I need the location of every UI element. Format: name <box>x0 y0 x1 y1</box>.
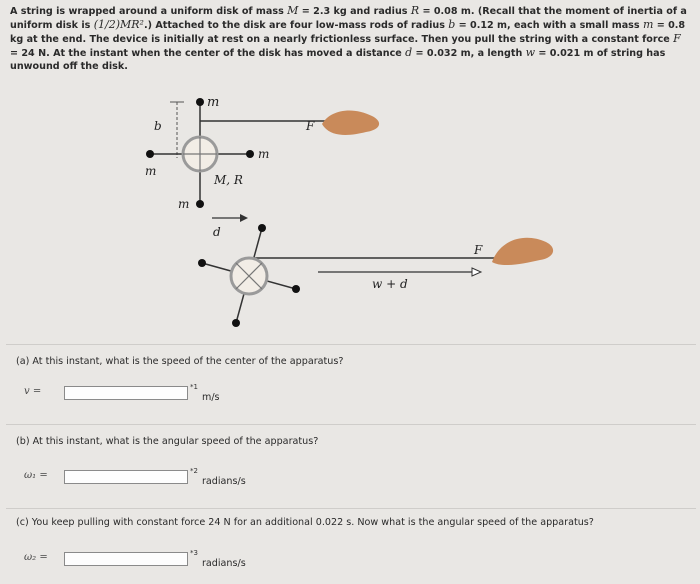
var-d: d <box>405 46 413 59</box>
var-F: F <box>673 32 681 45</box>
answer-b-row <box>24 467 246 487</box>
angular-speed-2-input[interactable] <box>64 552 188 566</box>
hand-icon <box>492 238 553 265</box>
footnote-3: *3 <box>190 549 198 557</box>
initial-apparatus <box>145 95 379 211</box>
divider <box>6 424 696 425</box>
svg-text:w + d: w + d <box>372 277 408 291</box>
var-m: m <box>642 18 654 31</box>
var-R: R <box>410 4 420 17</box>
unit-rad-2: radians/s <box>201 558 246 569</box>
var-w: w <box>525 46 536 59</box>
var-omega2-label: ω₂ = <box>24 552 48 563</box>
displacement-arrow <box>212 214 248 239</box>
moved-apparatus <box>198 224 553 327</box>
svg-text:M, R: M, R <box>214 173 243 187</box>
footnote-1: *1 <box>190 383 198 391</box>
var-omega1-label: ω₁ = <box>24 470 48 481</box>
speed-input[interactable] <box>64 386 188 400</box>
svg-text:F: F <box>306 119 315 133</box>
answer-a-row <box>24 383 220 403</box>
svg-text:m: m <box>207 95 220 110</box>
answer-c-row <box>24 549 246 569</box>
mass-bottom <box>196 200 204 208</box>
mass-left <box>146 150 154 158</box>
question-c: (c) You keep pulling with constant force 24 N for an additional 0.022 s. Now what is the angular speed of the apparatus? <box>16 517 594 528</box>
svg-text:d: d <box>213 225 221 239</box>
unit-rad-1: radians/s <box>201 476 246 487</box>
disk-diagram <box>0 80 700 340</box>
hand-icon <box>322 110 379 135</box>
svg-text:m: m <box>145 164 157 178</box>
question-a: (a) At this instant, what is the speed of the center of the apparatus? <box>16 356 344 367</box>
divider <box>6 508 696 509</box>
svg-text:m: m <box>178 197 190 211</box>
mass-right <box>246 150 254 158</box>
var-v-label: v = <box>24 386 42 397</box>
inertia-formula: (1/2)MR² <box>93 18 144 31</box>
mass-top <box>196 98 204 106</box>
footnote-2: *2 <box>190 467 198 475</box>
svg-text:m: m <box>258 147 270 161</box>
angular-speed-1-input[interactable] <box>64 470 188 484</box>
problem-statement: A string is wrapped around a uniform disk of mass M = 2.3 kg and radius R = 0.08 m. (Recall that the moment of inertia of a uniform disk is (1/2)MR².) Attached to the disk are four low-mass rods of radius b = 0.12 m, each with a small mass m = 0.8 kg at the end. The device is initially at rest on a nearly frictionless surface. Then you pull the string with a constant force F = 24 N. At the instant when the center of the disk has moved a distance d = 0.032 m, a length w = 0.021 m of string has unwound off the disk. <box>10 4 687 72</box>
question-b: (b) At this instant, what is the angular speed of the apparatus? <box>16 436 319 447</box>
var-b: b <box>448 18 456 31</box>
unit-ms: m/s <box>201 392 220 403</box>
svg-text:b: b <box>154 119 162 133</box>
divider <box>6 344 696 345</box>
var-M: M <box>287 4 299 17</box>
svg-text:F: F <box>474 243 483 257</box>
